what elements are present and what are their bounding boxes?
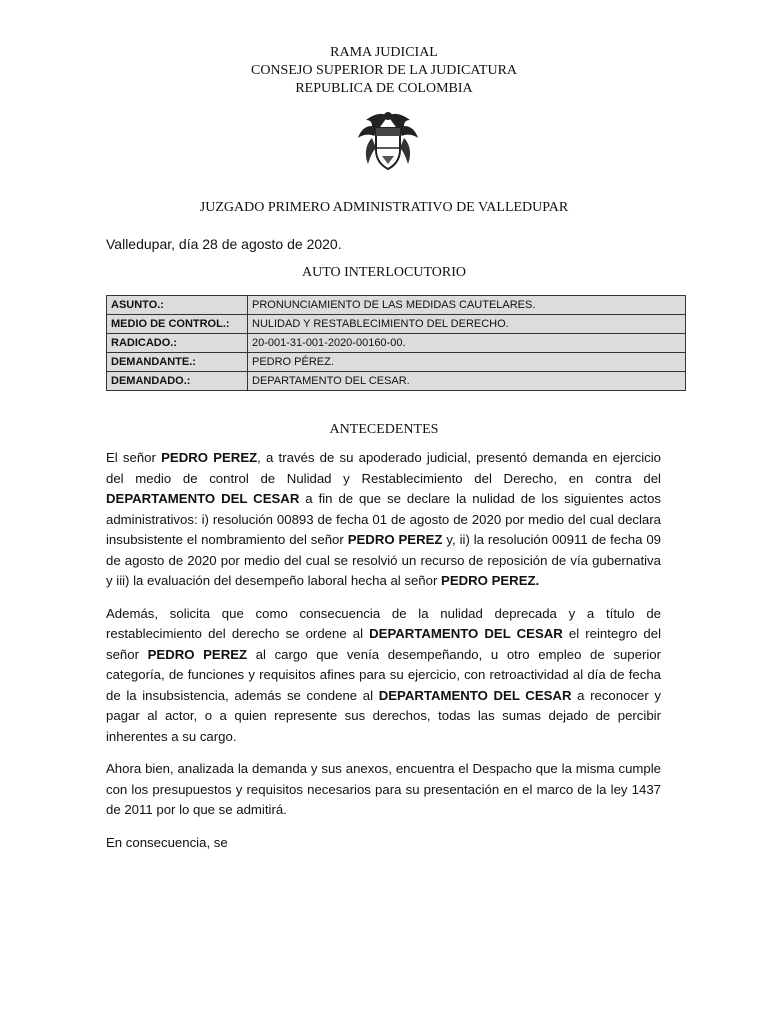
header-line-2: CONSEJO SUPERIOR DE LA JUDICATURA: [250, 63, 518, 78]
table-row: [107, 315, 686, 334]
colombia-coat-of-arms-icon: [352, 108, 424, 174]
bold-text-run: PEDRO PEREZ.: [441, 573, 540, 588]
court-name: JUZGADO PRIMERO ADMINISTRATIVO DE VALLEDUPAR: [199, 200, 569, 215]
section-title: ANTECEDENTES: [329, 422, 439, 437]
text-run: a fin de que se declare la nulidad de los siguientes actos administrativos: i) resolución 00893 de fecha 01 de agosto de 2020 por medio del cual declara insubsistente el nombramiento del señor: [106, 491, 661, 547]
row-label: MEDIO DE CONTROL.:: [107, 315, 248, 334]
text-run: , a través de su apoderado judicial, presentó demanda en ejercicio del medio de control de Nulidad y Restablecimiento del Derecho, en contra del: [106, 450, 662, 486]
paragraph-3: Ahora bien, analizada la demanda y sus anexos, encuentra el Despacho que la misma cumple con los presupuestos y requisitos necesarios para su presentación en el marco de la ley 1437 de 2011 por lo que se admitirá.: [106, 761, 661, 817]
table-row: [107, 334, 686, 353]
bold-text-run: DEPARTAMENTO DEL CESAR: [106, 491, 300, 506]
row-label: RADICADO.:: [107, 334, 248, 353]
bold-text-run: DEPARTAMENTO DEL CESAR: [369, 626, 563, 641]
paragraph-1: [106, 448, 661, 592]
text-run: a reconocer y pagar al actor, o a quien represente sus derechos, todas las sumas dejado de percibir inherentes a su cargo.: [106, 687, 661, 744]
table-row: [107, 296, 686, 315]
city-date: Valledupar, día 28 de agosto de 2020.: [106, 236, 342, 252]
body-text: [106, 448, 661, 865]
text-run: Además, solicita que como consecuencia de la nulidad deprecada y a título de restablecimiento del derecho se ordene al: [106, 605, 661, 641]
row-label: DEMANDADO.:: [107, 372, 248, 391]
auto-title: AUTO INTERLOCUTORIO: [302, 265, 466, 280]
document-header: [0, 44, 768, 98]
row-value: 20-001-31-001-2020-00160-00.: [248, 334, 686, 353]
paragraph-2: [106, 604, 661, 748]
bold-text-run: PEDRO PEREZ: [161, 450, 258, 465]
row-value: NULIDAD Y RESTABLECIMIENTO DEL DERECHO.: [248, 315, 686, 334]
bold-text-run: PEDRO PEREZ: [347, 532, 443, 547]
header-line-1: RAMA JUDICIAL: [330, 45, 438, 60]
bold-text-run: DEPARTAMENTO DEL CESAR: [378, 687, 572, 703]
table-row: [107, 353, 686, 372]
row-label: ASUNTO.:: [107, 296, 248, 315]
table-row: [107, 372, 686, 391]
row-value: DEPARTAMENTO DEL CESAR.: [248, 372, 686, 391]
text-run: El señor: [106, 450, 162, 465]
paragraph-4: En consecuencia, se: [106, 834, 228, 850]
row-value: PRONUNCIAMIENTO DE LAS MEDIDAS CAUTELARES.: [248, 296, 686, 315]
text-run: el reintegro del señor: [106, 626, 662, 662]
bold-text-run: PEDRO PEREZ: [147, 646, 248, 662]
case-info-table: [106, 295, 686, 391]
row-label: DEMANDANTE.:: [107, 353, 248, 372]
header-line-3: REPUBLICA DE COLOMBIA: [295, 81, 473, 96]
text-run: y, ii) la resolución 00911 de fecha 09 de agosto de 2020 por medio del cual se resolvió un recurso de reposición de vía gubernativa y iii) la evaluación del desempeño laboral hecha al señor: [106, 532, 661, 588]
row-value: PEDRO PÉREZ.: [248, 353, 686, 372]
text-run: al cargo que venía desempeñando, u otro empleo de superior categoría, de funciones y requisitos afines para su ejercicio, con retroactividad al día de fecha de la insubsistencia, además se condene al: [106, 646, 661, 703]
